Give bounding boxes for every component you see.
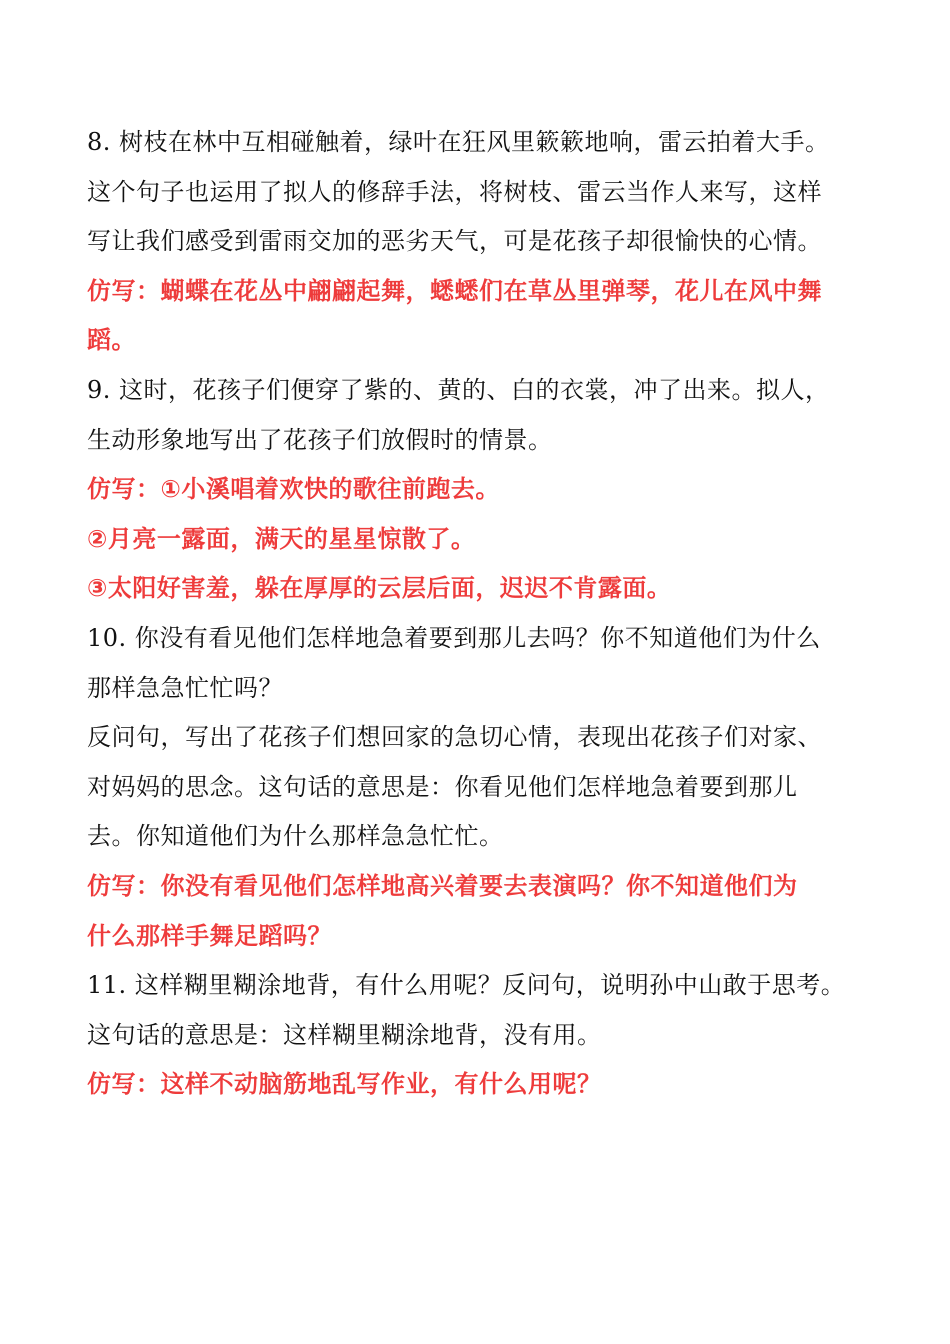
imitation-line-q9-3: ③太阳好害羞，躲在厚厚的云层后面，迟迟不肯露面。 (87, 574, 672, 603)
imitation-line-q8-1: 仿写：蝴蝶在花丛中翩翩起舞，蟋蟋们在草丛里弹琴，花儿在风中舞 (87, 276, 822, 305)
imitation-line-q9-1: 仿写：①小溪唱着欢快的歌往前跑去。 (87, 475, 500, 504)
document-body (87, 118, 863, 1110)
text-line-q10-2: 那样急急忙忙吗？ (87, 673, 283, 702)
imitation-line-q10-1: 仿写：你没有看见他们怎样地高兴着要去表演吗？你不知道他们为 (87, 871, 798, 900)
text-line-q10-5: 去。你知道他们为什么那样急急忙忙。 (87, 822, 504, 851)
text-line-q9-2: 生动形象地写出了花孩子们放假时的情景。 (87, 425, 553, 454)
imitation-line-q9-2: ②月亮一露面，满天的星星惊散了。 (87, 524, 476, 553)
imitation-line-q8-2: 蹈。 (87, 326, 136, 355)
text-line-q10-3: 反问句，写出了花孩子们想回家的急切心情，表现出花孩子们对家、 (87, 723, 822, 752)
text-line-q8-1: 8. 树枝在林中互相碰触着，绿叶在狂风里簌簌地响，雷云拍着大手。 (87, 128, 830, 156)
text-line-q9-1: 9. 这时，花孩子们便穿了紫的、黄的、白的衣裳，冲了出来。拟人， (87, 375, 830, 404)
text-line-q10-4: 对妈妈的思念。这句话的意思是：你看见他们怎样地急着要到那儿 (87, 772, 798, 801)
text-line-q8-2: 这个句子也运用了拟人的修辞手法，将树枝、雷云当作人来写，这样 (87, 177, 822, 206)
text-line-q11-1: 11. 这样糊里糊涂地背，有什么用呢？反问句，说明孙中山敢于思考。 (87, 971, 846, 1000)
text-line-q8-3: 写让我们感受到雷雨交加的恶劣天气，可是花孩子却很愉快的心情。 (87, 227, 822, 256)
text-line-q10-1: 10. 你没有看见他们怎样地急着要到那儿去吗？你不知道他们为什么 (87, 623, 821, 652)
imitation-line-q11-1: 仿写：这样不动脑筋地乱写作业，有什么用呢？ (87, 1070, 602, 1099)
imitation-line-q10-2: 什么那样手舞足蹈吗？ (87, 921, 332, 950)
text-line-q11-2: 这句话的意思是：这样糊里糊涂地背，没有用。 (87, 1020, 602, 1049)
